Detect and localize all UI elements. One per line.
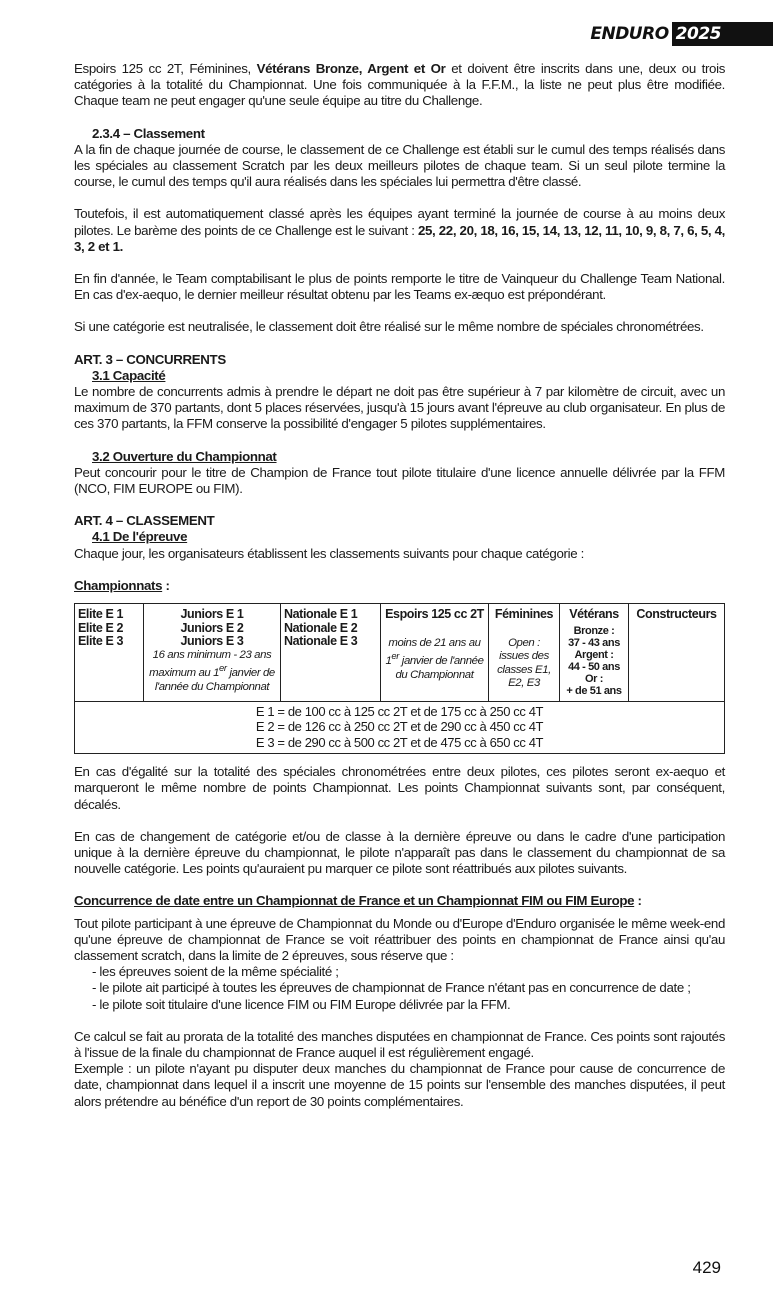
intro-paragraph [74, 61, 725, 110]
header-enduro: ENDURO [590, 24, 669, 44]
art3-sub1: 3.1 Capacité [92, 367, 166, 383]
after-table-p1: En cas d'égalité sur la totalité des spéciales chronométrées entre deux pilotes, ces pilotes seront ex-aequo et marqueront le même nombre de points Championnat. Les points Championnat suivants sont, par conséquent, décalés. [74, 764, 725, 812]
points-scale: 25, 22, 20, 18, 16, 15, 14, 13, 12, 11, 10, 9, 8, 7, 6, 5, 4, 3, 2 et 1. [74, 222, 725, 254]
veterans-line: 44 - 50 ans [568, 660, 620, 673]
veterans-line: 37 - 43 ans [568, 636, 620, 649]
table-row [75, 604, 725, 702]
nationale-cell [281, 604, 381, 702]
art4-p1: Chaque jour, les organisateurs établissent les classements suivants pour chaque catégorie : [74, 545, 584, 561]
art3-p2: Peut concourir pour le titre de Champion de France tout pilote titulaire d'une licence annuelle délivrée par la FFM (NCO, FIM EUROPE ou FIM). [74, 464, 725, 497]
after-table-p2: En cas de changement de catégorie et/ou de classe à la dernière épreuve ou dans le cadre d'une participation unique à la dernière épreuve du championnat, le pilote n'apparaît pas dans le classement du championnat de sa nouvelle catégorie. Les points qu'auraient pu marquer ce pilote sont réattribués aux pilotes suivants. [74, 828, 725, 877]
veterans-line: Bronze : [573, 624, 615, 637]
section-234-p3: En fin d'année, le Team comptabilisant le plus de points remporte le titre de Vainqueur du Challenge Team National. En cas d'ex-aequo, le dernier meilleur résultat obtenu par les Teams ex-æquo est prépondérant. [74, 271, 725, 303]
points-intro: Toutefois, il est automatiquement classé après les équipes ayant terminé la journée de course à au moins deux pilotes. Le barème des points de ce Challenge est le suivant : [74, 206, 725, 238]
range-e2: E 2 = de 126 cc à 250 cc 2T et de 290 cc à 450 cc 4T [255, 719, 544, 735]
championnats-word: Championnats [74, 577, 163, 593]
nationale-e1: Nationale E 1 [284, 607, 358, 622]
after-table-p4: Ce calcul se fait au prorata de la totalité des manches disputées en championnat de France. Ces points sont rajoutés à l'issue de la finale du championnat de France auquel il est régulièrement engagé. [74, 1028, 725, 1061]
section-234-p4: Si une catégorie est neutralisée, le classement doit être réalisé sur le même nombre de spéciales chronométrées. [74, 319, 704, 335]
constructeurs-cell [629, 604, 725, 702]
bullet-item: - le pilote ait participé à toutes les épreuves de championnat de France n'étant pas en concurrence de date ; [92, 980, 691, 996]
nationale-e2: Nationale E 2 [284, 620, 358, 635]
feminines-cell [489, 604, 560, 702]
veterans-cell [560, 604, 629, 702]
espoirs-note [384, 637, 485, 683]
feminines-note: Open : issues des classes E1, E2, E3 [497, 636, 551, 690]
page-content [74, 61, 725, 1110]
after-table-p5: Exemple : un pilote n'ayant pu disputer deux manches du championnat de France pour cause de concurrence de date, championnat dans lequel il a inscrit une moyenne de 15 points sur l'ensemble des manches disputées, il peut alors prétendre au bénéfice d'un report de 30 points complémentaires. [74, 1061, 725, 1109]
concurrence-heading-text: Concurrence de date entre un Championnat de France et un Championnat FIM ou FIM Europe [74, 893, 635, 909]
espoirs-note-a: moins de 21 ans au 1 [385, 636, 481, 668]
elite-e3: Elite E 3 [78, 634, 124, 649]
art4-sub1: 4.1 De l'épreuve [92, 529, 188, 545]
ranges-cell [75, 701, 725, 754]
bullet-item: - le pilote soit titulaire d'une licence FIM ou FIM Europe délivrée par la FFM. [92, 996, 511, 1012]
art3-sub2: 3.2 Ouverture du Championnat [92, 448, 277, 464]
table-row [75, 701, 725, 754]
veterans-line: Or : [585, 672, 603, 685]
art3-heading: ART. 3 – CONCURRENTS [74, 351, 226, 367]
concurrence-heading [74, 893, 725, 909]
intro-text-1: Espoirs 125 cc 2T, Féminines, [74, 61, 257, 76]
range-e3: E 3 = de 290 cc à 500 cc 2T et de 475 cc à 650 cc 4T [255, 734, 544, 750]
championnats-colon: : [162, 577, 170, 593]
after-table-p3: Tout pilote participant à une épreuve de Championnat du Monde ou d'Europe d'Enduro organisée le même week-end qu'une épreuve de championnat de France se voit réattribuer des points en championnat de France ainsi qu'au classement scratch, dans la limite de 2 épreuves, sous réserve que : [74, 915, 725, 963]
elite-cell [75, 604, 144, 702]
page-header [590, 22, 773, 46]
espoirs-cell [381, 604, 489, 702]
juniors-e2: Juniors E 2 [180, 620, 244, 635]
header-year: 2025 [672, 22, 773, 46]
espoirs-label: Espoirs 125 cc 2T [385, 607, 484, 622]
juniors-e1: Juniors E 1 [180, 607, 244, 622]
juniors-note-sup: er [219, 663, 227, 675]
intro-text-2: et doivent être inscrits dans une, deux ou trois catégories à la totalité du Championnat. Une fois communiquée à la F.F.M., la liste ne peut plus être modifiée. Chaque team ne peut engager qu'une seule équipe au titre du Challenge. [74, 61, 725, 109]
championnats-label [74, 578, 725, 594]
juniors-note-b: janvier de l'année du Championnat [154, 667, 275, 693]
nationale-e3: Nationale E 3 [284, 634, 358, 649]
section-234-heading: 2.3.4 – Classement [92, 125, 205, 141]
section-234-p2 [74, 206, 725, 255]
elite-e1: Elite E 1 [78, 607, 124, 622]
veterans-line: + de 51 ans [566, 684, 622, 697]
veterans-label: Vétérans [569, 607, 619, 622]
art4-heading: ART. 4 – CLASSEMENT [74, 513, 215, 529]
elite-e2: Elite E 2 [78, 620, 124, 635]
juniors-cell [144, 604, 281, 702]
range-e1: E 1 = de 100 cc à 125 cc 2T et de 175 cc à 250 cc 4T [255, 703, 544, 719]
constructeurs-label: Constructeurs [636, 607, 717, 622]
feminines-label: Féminines [494, 607, 554, 622]
espoirs-note-b: janvier de l'année du Championnat [395, 655, 484, 681]
veterans-line: Argent : [574, 648, 614, 661]
championship-table [74, 603, 725, 754]
page-number: 429 [692, 1258, 721, 1277]
concurrence-colon: : [634, 893, 642, 909]
intro-bold: Vétérans Bronze, Argent et Or [256, 61, 446, 76]
section-234-p1: A la fin de chaque journée de course, le classement de ce Challenge est établi sur le cumul des temps réalisés dans les spéciales au classement Scratch par les deux meilleurs pilotes de chaque team. Si un seul pilote termine la course, le cumul des temps qu'il aura réalisés dans les spéciales lui permettra d'être classé. [74, 141, 725, 190]
juniors-e3: Juniors E 3 [180, 634, 244, 649]
juniors-note-a: 16 ans minimum - 23 ans maximum au 1 [149, 648, 272, 680]
juniors-note [147, 649, 277, 695]
bullet-item: - les épreuves soient de la même spécialité ; [92, 964, 339, 980]
art3-p1: Le nombre de concurrents admis à prendre le départ ne doit pas être supérieur à 7 par kilomètre de circuit, avec un maximum de 370 partants, dont 5 places réservées, jusqu'à 15 jours avant l'épreuve au club organisateur. En plus de ces 370 partants, la FFM conserve la possibilité d'engager 5 pilotes supplémentaires. [74, 384, 725, 432]
espoirs-note-sup: er [391, 651, 400, 663]
